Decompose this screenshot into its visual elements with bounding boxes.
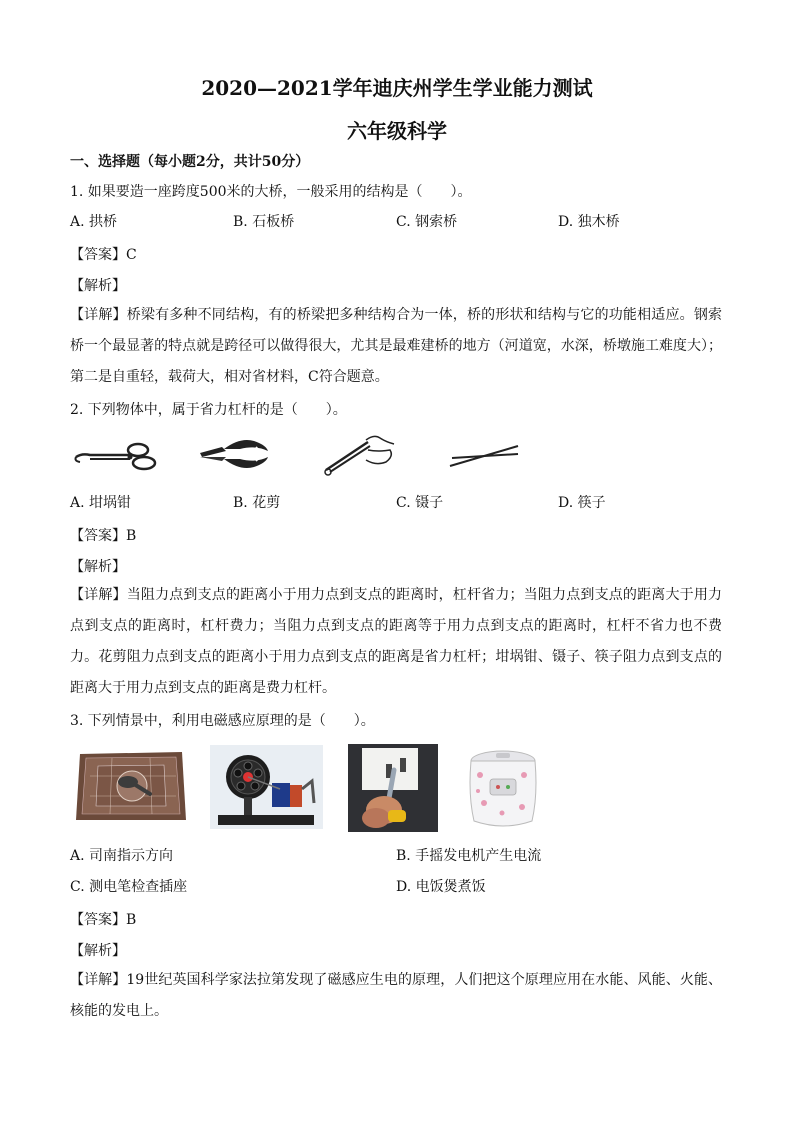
q2-option-c: C. 镊子: [396, 495, 444, 511]
q2-detail: 【详解】当阻力点到支点的距离小于用力点到支点的距离时，杠杆省力；当阻力点到支点的距离大于用力点到支点的距离时，杠杆费力；当阻力点到支点的距离等于用力点到支点的距离时，杠杆不省力也不费力。花剪阻力点到支点的距离小于用力点到支点的距离是省力杠杆；坩埚钳、镊子、筷子阻力点到支点的距离大于用力点到支点的距离是费力杠杆。: [70, 587, 722, 696]
chopsticks-icon: [448, 440, 520, 470]
q2-option-d: D. 筷子: [558, 495, 606, 511]
page-subtitle: 六年级科学: [347, 119, 447, 143]
q2-analysis-label: 【解析】: [70, 559, 126, 575]
q1-option-a: A. 拱桥: [70, 214, 118, 230]
q2-option-b: B. 花剪: [233, 495, 281, 511]
q2-stem: 2. 下列物体中，属于省力杠杆的是（ ）。: [70, 402, 347, 418]
page-title: 2020—2021学年迪庆州学生学业能力测试: [201, 76, 593, 100]
q3-option-b: B. 手摇发电机产生电流: [396, 848, 542, 864]
garden-shears-icon: [196, 435, 272, 475]
q3-option-d: D. 电饭煲煮饭: [396, 879, 486, 895]
test-pen-image: [348, 744, 438, 832]
q2-option-a: A. 坩埚钳: [70, 495, 132, 511]
q3-detail: 【详解】19世纪英国科学家法拉第发现了磁感应生电的原理，人们把这个原理应用在水能、风能、火能、核能的发电上。: [70, 972, 722, 1019]
q2-answer: 【答案】B: [70, 528, 137, 544]
q3-answer: 【答案】B: [70, 912, 137, 928]
tweezers-icon: [320, 430, 400, 478]
q1-detail: 【详解】桥梁有多种不同结构，有的桥梁把多种结构合为一体，桥的形状和结构与它的功能相适应。钢索桥一个最显著的特点就是跨径可以做得很大，尤其是最难建桥的地方（河道宽，水深，桥墩施工难度大）；第二是自重轻，载荷大，相对省材料，C符合题意。: [70, 307, 722, 385]
q3-analysis-label: 【解析】: [70, 943, 126, 959]
q1-answer: 【答案】C: [70, 247, 137, 263]
q1-option-d: D. 独木桥: [558, 214, 620, 230]
q3-stem: 3. 下列情景中，利用电磁感应原理的是（ ）。: [70, 713, 375, 729]
crucible-tongs-icon: [72, 437, 162, 473]
section-heading: 一、选择题（每小题2分，共计50分）: [70, 154, 310, 170]
q1-option-c: C. 钢索桥: [396, 214, 458, 230]
rice-cooker-image: [464, 745, 542, 831]
sinan-compass-image: [72, 746, 190, 824]
q1-analysis-label: 【解析】: [70, 278, 126, 294]
q3-option-c: C. 测电笔检查插座: [70, 879, 188, 895]
q1-option-b: B. 石板桥: [233, 214, 295, 230]
q1-stem: 1. 如果要造一座跨度500米的大桥，一般采用的结构是（ ）。: [70, 184, 472, 200]
hand-generator-image: [210, 745, 323, 829]
q3-option-a: A. 司南指示方向: [70, 848, 174, 864]
